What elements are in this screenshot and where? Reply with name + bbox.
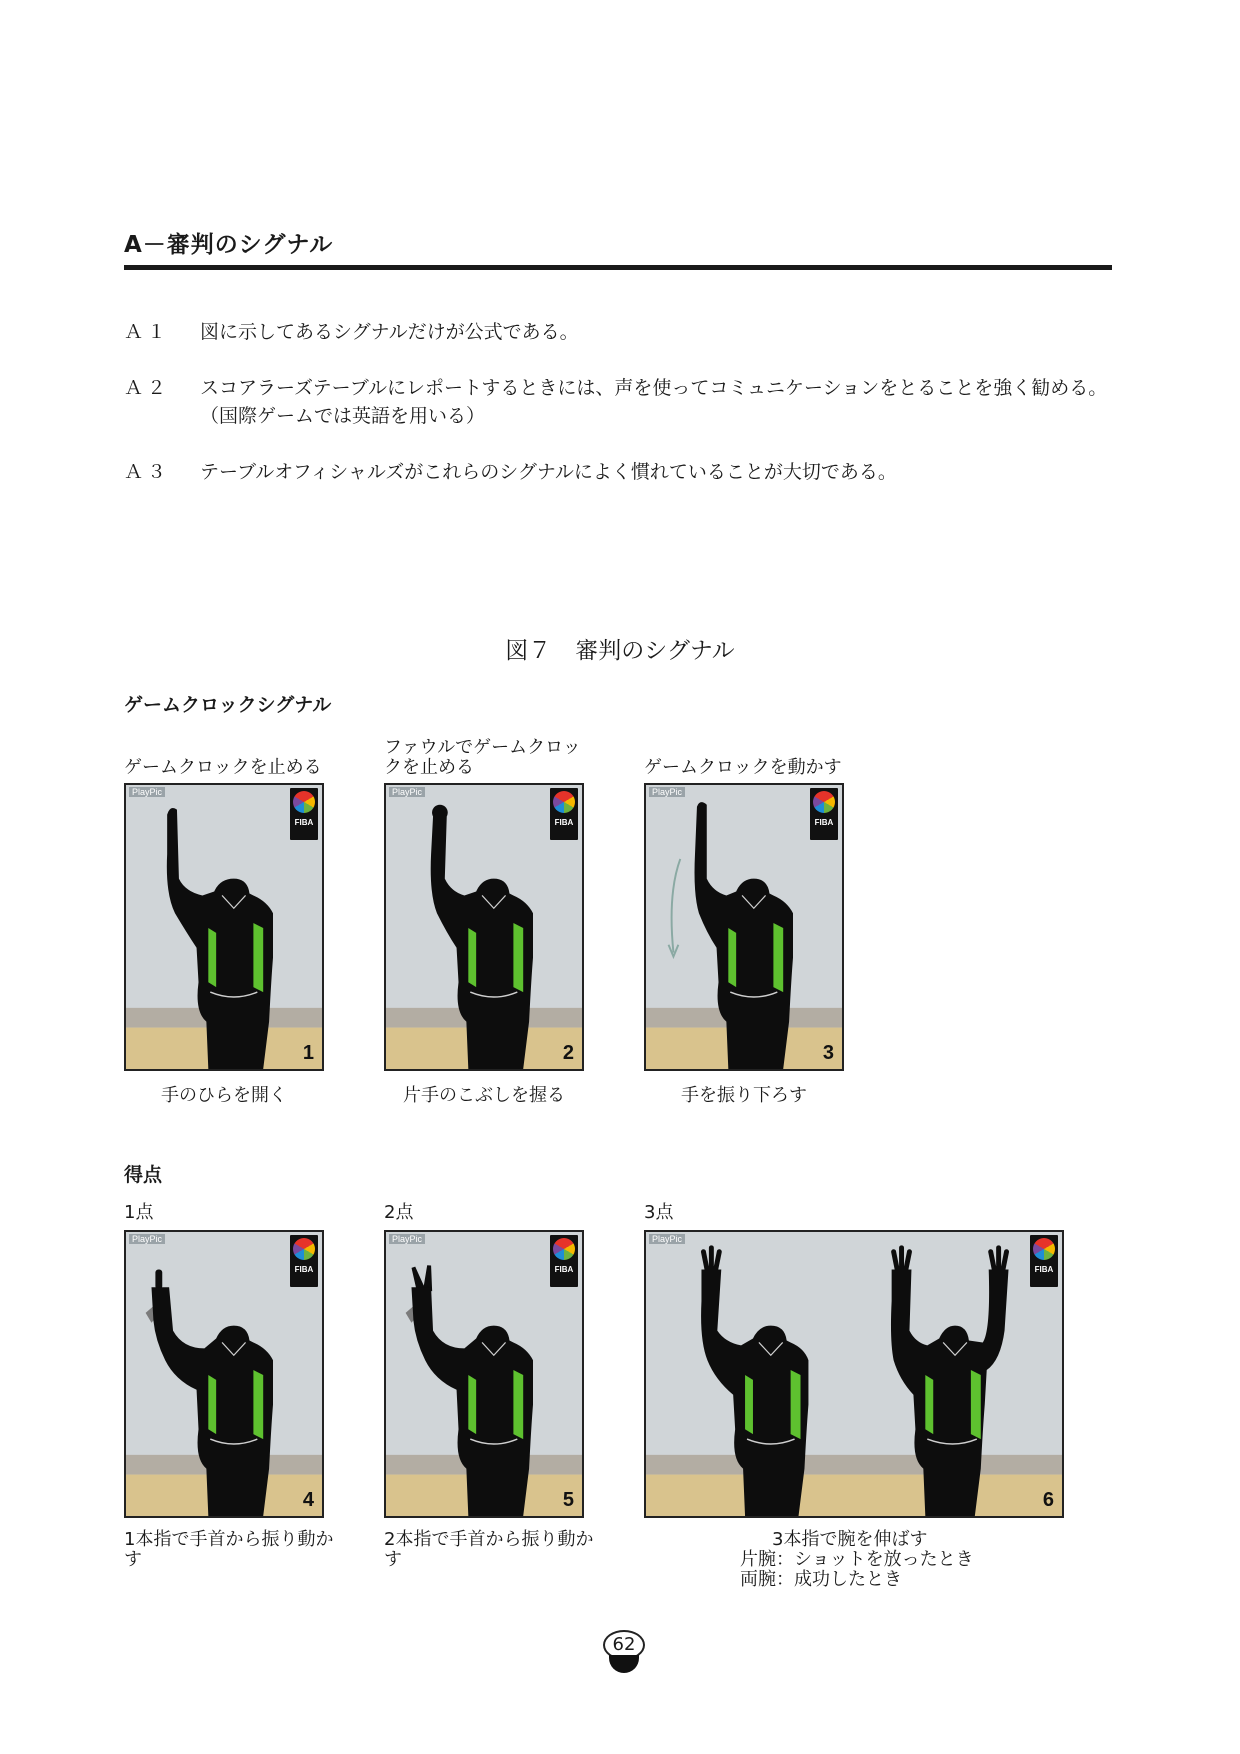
caption-2-points: 2点 [384,1202,414,1223]
brand-label: PlayPic [649,787,685,797]
rule-number: Ａ３ [124,461,171,483]
ball-icon [1033,1238,1055,1260]
rule-item [124,318,1124,346]
caption-line: 3本指で腕を伸ばす [772,1529,928,1550]
caption-1-point: 1点 [124,1202,154,1223]
section-title-game-clock: ゲームクロックシグナル [124,694,332,716]
caption-fist: 片手のこぶしを握る [403,1085,565,1106]
caption-start-clock: ゲームクロックを動かす [644,757,842,778]
rule-item [124,374,1114,430]
caption-two-fingers: 2本指で手首から振り動かす [384,1529,594,1570]
rule-text: 図に示してあるシグナルだけが公式である。 [200,321,579,343]
brand-label: PlayPic [129,787,165,797]
signal-panel-3 [644,783,844,1071]
page-heading: A－審判のシグナル [124,232,334,258]
caption-3-points: 3点 [644,1202,674,1223]
fiba-logo: FIBA [810,788,838,840]
rule-text: スコアラーズテーブルにレポートするときには、声を使ってコミュニケーションをとることを強く勧める。（国際ゲームでは英語を用いる） [200,377,1108,427]
brand-label: PlayPic [389,1234,425,1244]
fiba-logo: FIBA [550,788,578,840]
caption-three-fingers [644,1530,1064,1590]
rule-text: テーブルオフィシャルズがこれらのシグナルによく慣れていることが大切である。 [200,461,897,483]
caption-chop: 手を振り下ろす [681,1085,807,1106]
ball-icon [813,791,835,813]
panel-number: 2 [562,1042,574,1064]
rule-number: Ａ２ [124,377,171,399]
panel-number: 6 [1042,1489,1054,1511]
caption-line: 片腕：ショットを放ったとき [740,1549,974,1570]
caption-one-finger: 1本指で手首から振り動かす [124,1529,334,1570]
ball-icon [293,1238,315,1260]
brand-label: PlayPic [389,787,425,797]
basketball-icon [609,1655,639,1673]
panel-number: 4 [302,1489,314,1511]
ball-icon [553,1238,575,1260]
panel-number: 3 [822,1042,834,1064]
signal-panel-2 [384,783,584,1071]
fiba-logo: FIBA [550,1235,578,1287]
brand-label: PlayPic [129,1234,165,1244]
panel-number: 5 [562,1489,574,1511]
rule-number: Ａ１ [124,321,171,343]
panel-number: 1 [302,1042,314,1064]
figure-title-text: 審判のシグナル [575,638,735,664]
signal-panel-4 [124,1230,324,1518]
fiba-logo: FIBA [290,1235,318,1287]
signal-panel-6 [644,1230,1064,1518]
ball-icon [293,791,315,813]
heading-rule [124,265,1112,270]
signal-panel-5 [384,1230,584,1518]
caption-line: 両腕：成功したとき [740,1569,902,1590]
caption-stop-clock-foul: ファウルでゲームクロックを止める [384,737,581,778]
page-number: 62 [603,1630,645,1660]
ball-icon [553,791,575,813]
caption-open-palm: 手のひらを開く [161,1085,287,1106]
fiba-logo: FIBA [290,788,318,840]
section-title-scoring: 得点 [124,1164,163,1186]
rule-item [124,458,1124,486]
referee-silhouette-three-fingers [646,1232,1062,1516]
fiba-logo: FIBA [1030,1235,1058,1287]
figure-title [0,632,1240,665]
caption-stop-clock: ゲームクロックを止める [124,757,322,778]
brand-label: PlayPic [649,1234,685,1244]
signal-panel-1 [124,783,324,1071]
figure-label: 図７ [505,638,552,664]
